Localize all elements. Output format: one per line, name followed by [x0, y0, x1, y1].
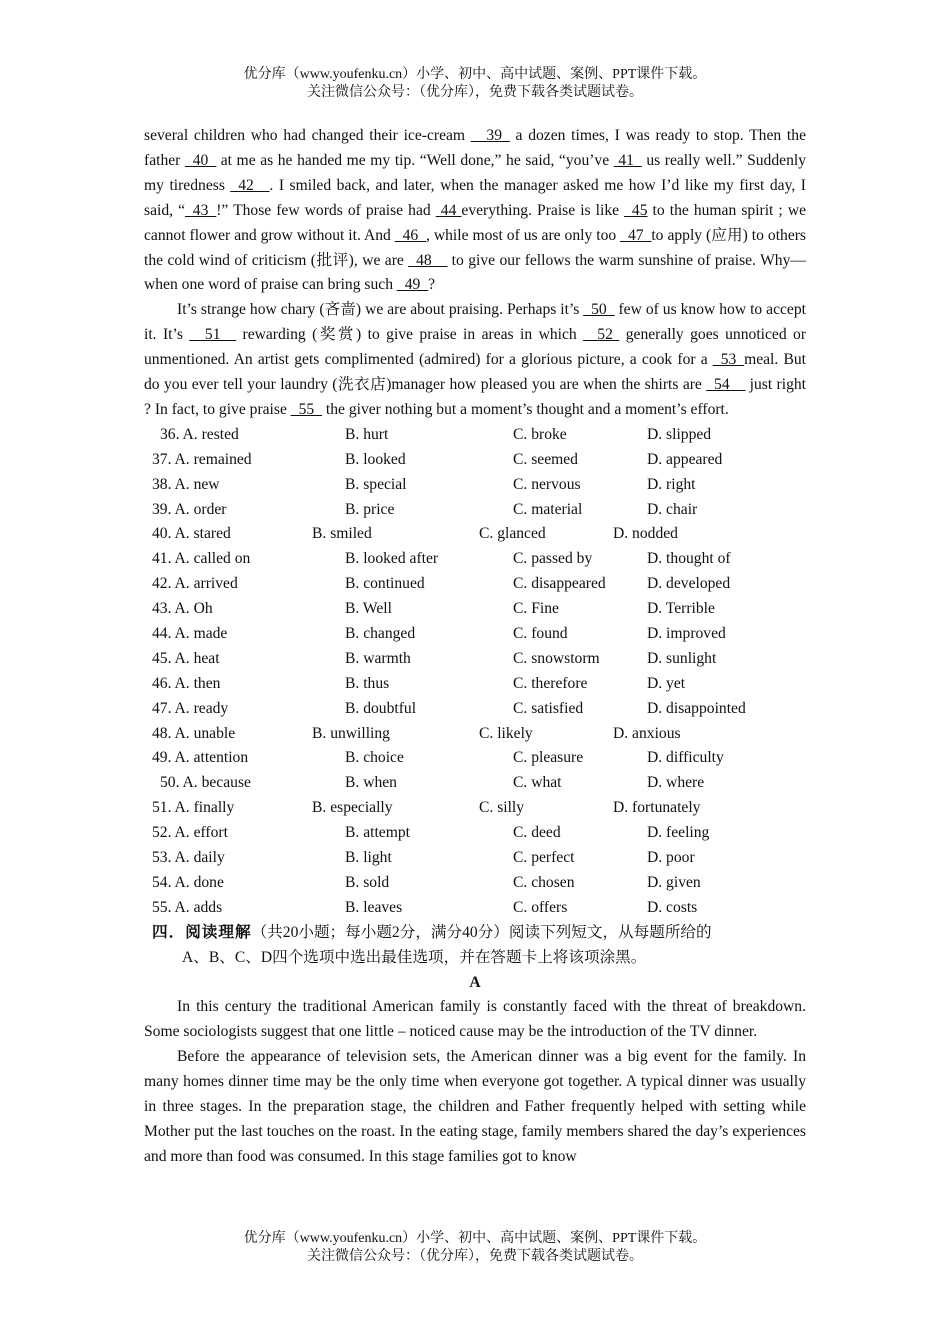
question-option-d: D. where [647, 774, 705, 792]
question-option-a: 50. A. because [160, 774, 251, 792]
question-option-c: C. deed [513, 824, 561, 842]
question-option-a: 49. A. attention [152, 749, 249, 767]
question-option-b: B. especially [312, 799, 393, 817]
answer-blank: _43_ [185, 201, 217, 219]
question-option-b: B. price [345, 500, 395, 518]
answer-blank: _54__ [706, 376, 746, 394]
answer-blank: _45 [624, 201, 648, 219]
question-option-d: D. chair [647, 500, 698, 518]
question-option-d: D. nodded [613, 525, 678, 543]
question-option-c: C. disappeared [513, 575, 606, 593]
question-option-b: B. light [345, 849, 392, 867]
question-row [144, 423, 806, 448]
question-option-d: D. disappointed [647, 699, 746, 717]
question-option-b: B. attempt [345, 824, 410, 842]
question-option-d: D. fortunately [613, 799, 701, 817]
question-row [144, 547, 806, 572]
page-content [144, 124, 806, 1170]
question-option-c: C. broke [513, 425, 567, 443]
passage-text: It’s strange how chary (吝啬) we are about praising. Perhaps it’s [177, 301, 584, 319]
header-line-1: 优分库（www.youfenku.cn）小学、初中、高中试题、案例、PPT课件下载。 [243, 67, 707, 82]
question-row [144, 498, 806, 523]
passage-text: to the human spirit ; we cannot flower and grow without it. And [144, 201, 806, 244]
question-option-b: B. hurt [345, 425, 389, 443]
question-row [144, 522, 806, 547]
question-option-b: B. smiled [312, 525, 372, 543]
question-option-d: D. appeared [647, 450, 723, 468]
question-option-a: 36. A. rested [160, 425, 239, 443]
question-option-c: C. nervous [513, 475, 581, 493]
question-option-a: 44. A. made [152, 625, 228, 642]
section-4-title: 四．阅读理解 [152, 923, 252, 941]
question-option-a: 45. A. heat [152, 649, 220, 667]
question-row [144, 672, 806, 697]
question-option-d: D. yet [647, 674, 686, 692]
question-option-a: 51. A. finally [152, 799, 235, 817]
answer-blank: _50_ [583, 301, 615, 319]
passage-text: , while most of us are only too [426, 226, 621, 244]
question-option-a: 37. A. remained [152, 450, 252, 468]
question-option-c: C. passed by [513, 550, 593, 568]
question-option-a: 42. A. arrived [152, 575, 238, 593]
answer-blank: __51__ [189, 326, 237, 344]
question-option-d: D. poor [647, 849, 695, 867]
answer-blank: _53_ [712, 351, 745, 369]
question-row [144, 771, 806, 796]
question-option-b: B. sold [345, 873, 390, 891]
question-row [144, 473, 806, 498]
question-option-c: C. pleasure [513, 749, 584, 767]
question-option-b: B. continued [345, 575, 425, 593]
question-option-c: C. what [513, 774, 562, 792]
question-option-a: 40. A. stared [152, 525, 231, 543]
question-row [144, 722, 806, 747]
footer-line-1: 优分库（www.youfenku.cn）小学、初中、高中试题、案例、PPT课件下载。 [243, 1231, 707, 1246]
question-row [144, 697, 806, 722]
question-option-a: 43. A. Oh [152, 600, 213, 618]
question-option-b: B. special [345, 475, 407, 493]
question-option-c: C. perfect [513, 849, 575, 867]
question-row [144, 572, 806, 597]
question-option-c: C. silly [479, 799, 525, 817]
question-option-c: C. glanced [479, 525, 546, 543]
question-option-c: C. satisfied [513, 699, 584, 717]
question-option-c: C. found [513, 625, 568, 642]
section-4-heading [144, 921, 806, 946]
question-option-d: D. thought of [647, 550, 731, 568]
section-4-instruction-a: （共20小题；每小题2分，满分40分）阅读下列短文，从每题所给的 [251, 923, 712, 941]
passage-label: A [469, 973, 481, 991]
question-option-c: C. chosen [513, 873, 575, 891]
reading-paragraph-1: In this century the traditional American family is constantly faced with the threat of breakdown. Some sociologists suggest that one little – noticed cause may be the introduction of the TV dinner. [144, 998, 806, 1041]
question-option-a: 54. A. done [152, 873, 224, 891]
question-option-b: B. thus [345, 674, 390, 692]
question-option-b: B. when [345, 774, 397, 792]
passage-text: meal. But do you ever tell your laundry (洗衣店)manager how pleased you are when the shirts are [144, 351, 806, 394]
question-option-a: 39. A. order [152, 500, 227, 518]
question-option-c: C. seemed [513, 450, 578, 468]
answer-blank: _48__ [408, 251, 448, 269]
answer-blank: _40_ [184, 151, 217, 169]
passage-text: generally goes unnoticed or unmentioned. An artist gets complimented (admired) for a glorious picture, a cook for a [144, 326, 807, 369]
answer-blank: _49_ [396, 276, 429, 294]
passage-text: !” Those few words of praise had [216, 201, 436, 219]
answer-blank: _46_ [394, 226, 426, 244]
question-row [144, 871, 806, 896]
question-option-b: B. leaves [345, 898, 403, 916]
question-row [144, 821, 806, 846]
footer-line-2: 关注微信公众号：（优分库），免费下载各类试题试卷。 [307, 1249, 643, 1264]
answer-blank: _ 52 [583, 326, 620, 344]
question-option-a: 48. A. unable [152, 724, 236, 742]
section-4-instruction-b: A、B、C、D四个选项中选出最佳选项，并在答题卡上将该项涂黑。 [182, 948, 647, 966]
question-option-d: D. improved [647, 625, 726, 642]
question-option-d: D. slipped [647, 425, 712, 443]
header-line-2: 关注微信公众号：（优分库），免费下载各类试题试卷。 [307, 85, 643, 100]
question-option-b: B. doubtful [345, 699, 417, 717]
passage-text: few of us know how to accept it. It’s [144, 301, 806, 344]
passage-text: at me as he handed me my tip. “Well done,” he said, “you’ve [216, 151, 614, 169]
question-row [144, 448, 806, 473]
passage-text: just right ? In fact, to give praise [144, 376, 806, 418]
question-option-c: C. Fine [513, 600, 559, 618]
question-option-b: B. Well [345, 600, 392, 618]
answer-blank: 44 [435, 201, 462, 219]
question-option-b: B. unwilling [312, 724, 390, 742]
answer-blank: __39_ [470, 127, 510, 144]
question-option-a: 41. A. called on [152, 550, 251, 568]
question-row [144, 647, 806, 672]
question-row [144, 622, 806, 647]
answer-blank: _55_ [290, 400, 322, 418]
question-option-c: C. offers [513, 898, 568, 916]
question-option-c: C. therefore [513, 674, 588, 692]
passage-text: several children who had changed their ice-cream [144, 127, 471, 144]
passage-paragraph-1 [144, 124, 806, 298]
question-row [144, 796, 806, 821]
question-row [144, 597, 806, 622]
question-option-d: D. right [647, 475, 696, 493]
question-option-d: D. Terrible [647, 600, 715, 618]
question-option-b: B. looked after [345, 550, 439, 568]
passage-text: the giver nothing but a moment’s thought and a moment’s effort. [321, 400, 729, 418]
question-list [144, 423, 806, 921]
passage-text: us really well.” Suddenly my tiredness [144, 151, 807, 194]
answer-blank: _47_ [620, 226, 652, 244]
question-option-a: 55. A. adds [152, 898, 223, 916]
question-option-d: D. costs [647, 898, 698, 916]
passage-paragraph-2 [144, 298, 806, 423]
question-option-d: D. given [647, 873, 701, 891]
question-option-a: 46. A. then [152, 674, 221, 692]
passage-text: to give our fellows the warm sunshine of praise. Why—when one word of praise can bring such [144, 251, 806, 294]
question-option-a: 47. A. ready [152, 699, 229, 717]
passage-text: to apply (应用) to others the cold wind of criticism (批评), we are [144, 226, 806, 269]
question-option-d: D. sunlight [647, 649, 717, 667]
page-footer [0, 1230, 950, 1266]
question-option-d: D. anxious [613, 724, 681, 742]
passage-text: everything. Praise is like [461, 201, 625, 219]
question-option-c: C. material [513, 500, 583, 518]
question-option-b: B. choice [345, 749, 404, 767]
question-option-a: 53. A. daily [152, 849, 225, 867]
question-option-d: D. feeling [647, 824, 710, 842]
passage-text: a dozen times, I was ready to stop. Then the father [144, 127, 806, 169]
passage-text: . I smiled back, and later, when the manager asked me how I’d like my first day, I said, “ [144, 176, 807, 219]
question-row [144, 846, 806, 871]
answer-blank: _42__ [230, 176, 270, 194]
passage-text: ? [428, 276, 435, 294]
reading-paragraph-2: Before the appearance of television sets, the American dinner was a big event for the family. In many homes dinner time may be the only time when everyone got together. A typical dinner was usually in three stages. In the preparation stage, the children and Father frequently helped with setting while Mother put the last touches on the roast. In the eating stage, family members shared the day’s experiences and more than food was consumed. In this stage families got to know [144, 1048, 806, 1165]
question-option-b: B. warmth [345, 649, 411, 667]
question-option-a: 38. A. new [152, 475, 220, 493]
question-option-c: C. snowstorm [513, 649, 600, 667]
question-option-b: B. looked [345, 450, 406, 468]
question-row [144, 896, 806, 921]
question-option-b: B. changed [345, 625, 416, 642]
question-option-d: D. developed [647, 575, 731, 593]
question-option-c: C. likely [479, 724, 533, 742]
answer-blank: 41_ [613, 151, 642, 169]
question-row [144, 746, 806, 771]
passage-text: rewarding (奖赏) to give praise in areas in which [236, 326, 584, 344]
question-option-d: D. difficulty [647, 749, 724, 767]
question-option-a: 52. A. effort [152, 824, 228, 842]
page-header [0, 66, 950, 102]
